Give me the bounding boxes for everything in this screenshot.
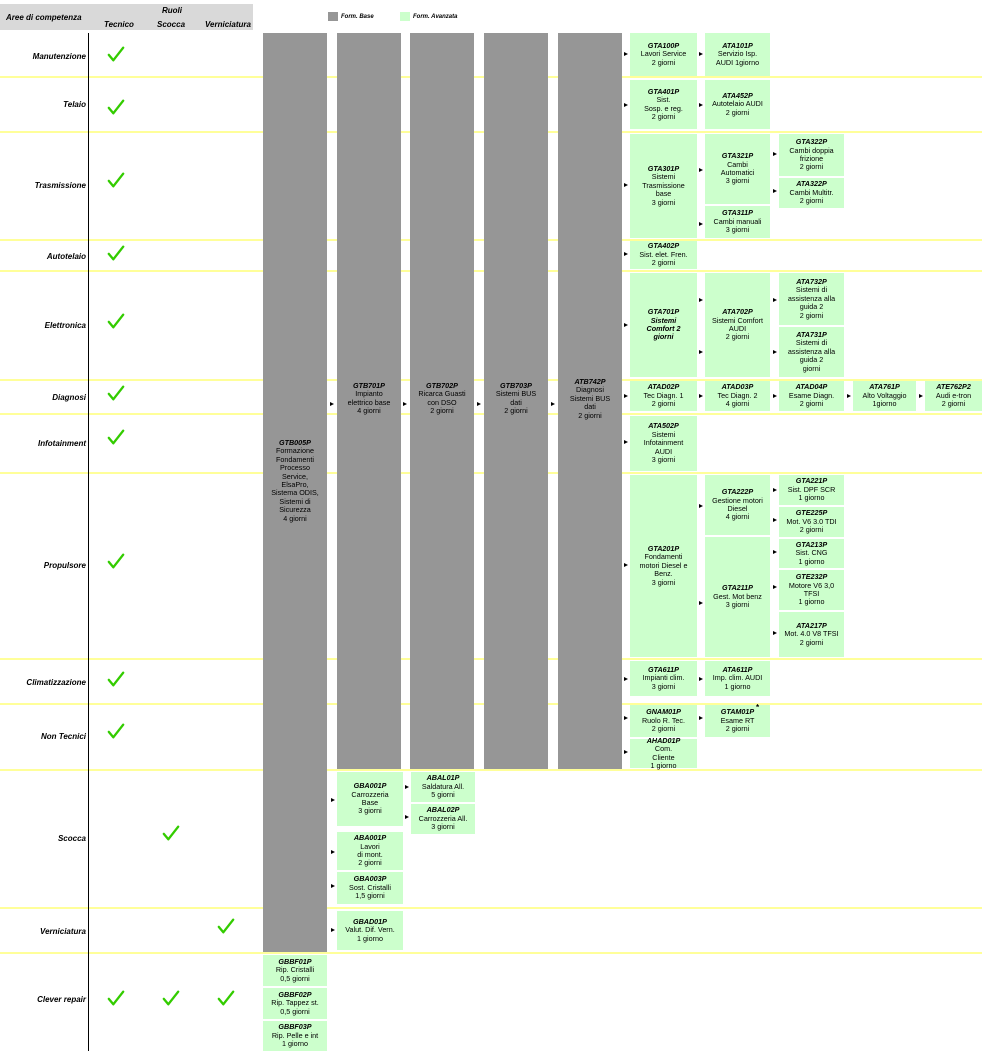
- course-abal01: [411, 772, 475, 802]
- arrow-right-icon: [699, 601, 703, 605]
- legend-advanced-label: Form. Avanzata: [413, 14, 458, 20]
- course-label: Impianto elettrico base 4 giorni: [347, 389, 391, 416]
- check-icon: [162, 824, 180, 842]
- arrow-right-icon: [773, 550, 777, 554]
- header-areas: Aree di competenza: [6, 13, 82, 22]
- course-label: Com. Cliente 1 giorno: [650, 744, 677, 770]
- course-code: ATA502P: [648, 421, 679, 431]
- area-scocca: Scocca: [57, 834, 86, 843]
- row-separator: [0, 952, 982, 954]
- course-atad04: [779, 381, 844, 411]
- course-code: ATA322P: [796, 179, 827, 189]
- course-gtb701: [337, 381, 401, 417]
- area-manutenzione: Manutenzione: [32, 52, 86, 61]
- check-icon: [107, 384, 125, 402]
- course-label: Tec Diagn. 2 4 giorni: [717, 390, 758, 409]
- area-climatizzazione: Climatizzazione: [26, 678, 86, 687]
- area-diagnosi: Diagnosi: [52, 393, 86, 402]
- check-icon: [107, 45, 125, 63]
- course-code: ATA101P: [722, 40, 753, 50]
- course-gnam01: [630, 705, 697, 737]
- course-code: ATA702P: [722, 307, 753, 317]
- course-label: Impianti clim. 3 giorni: [642, 673, 685, 691]
- course-code: GTB005P: [279, 438, 311, 447]
- check-icon: [107, 670, 125, 688]
- arrow-right-icon: [773, 350, 777, 354]
- footnote-marker: *: [756, 703, 760, 712]
- course-gta402: [630, 241, 697, 269]
- course-code: GBA001P: [353, 781, 387, 791]
- course-gta401: [630, 80, 697, 129]
- course-label: Saldatura All. 5 giorni: [421, 781, 465, 800]
- course-code: GBAD01P: [353, 916, 387, 926]
- course-code: ATA731P: [796, 329, 827, 339]
- check-icon: [107, 244, 125, 262]
- arrow-right-icon: [624, 716, 628, 720]
- course-label: Valut. Dif. Vern. 1 giorno: [345, 925, 395, 943]
- course-code: GTE225P: [795, 508, 828, 518]
- course-label: Ricarca Guasti con DSO 2 giorni: [418, 389, 466, 416]
- course-code: ATAD04P: [795, 382, 828, 392]
- course-label: Sistemi di assistenza alla guida 2 giorni: [787, 338, 836, 373]
- course-code: GTA701P: [647, 307, 680, 317]
- course-code: GTB703P: [500, 381, 532, 390]
- course-gtb005: [263, 438, 327, 524]
- course-code: GTB702P: [426, 381, 458, 390]
- course-ata761: [853, 381, 916, 411]
- arrow-right-icon: [773, 631, 777, 635]
- course-code: GTA211P: [722, 583, 753, 593]
- legend-base-swatch: [328, 12, 338, 21]
- course-gba001: [337, 772, 403, 826]
- arrow-right-icon: [624, 394, 628, 398]
- arrow-right-icon: [773, 518, 777, 522]
- course-ata101: [705, 33, 770, 76]
- area-non-tecnici: Non Tecnici: [40, 732, 86, 741]
- course-code: ABA001P: [353, 833, 387, 843]
- course-label: Carrozzeria All. 3 giorni: [418, 813, 468, 832]
- arrow-right-icon: [919, 394, 923, 398]
- course-label: Sist. CNG 1 giorno: [795, 548, 828, 566]
- arrow-right-icon: [773, 152, 777, 156]
- course-label: Audi e-tron 2 giorni: [935, 390, 972, 409]
- arrow-right-icon: [699, 716, 703, 720]
- course-gta213: [779, 539, 844, 568]
- header-tecnico: Tecnico: [104, 20, 134, 29]
- course-code: ATAD03P: [721, 382, 754, 392]
- course-code: GTA311P: [722, 208, 753, 218]
- course-label: Esame RT 2 giorni: [720, 715, 755, 734]
- arrow-right-icon: [624, 52, 628, 56]
- check-icon: [217, 917, 235, 935]
- course-code: GTA222P: [721, 487, 754, 497]
- column-divider: [88, 33, 89, 1051]
- arrow-right-icon: [699, 298, 703, 302]
- course-label: Tec Diagn. 1 2 giorni: [643, 390, 684, 409]
- arrow-right-icon: [699, 677, 703, 681]
- course-gbad01: [337, 911, 403, 950]
- course-atad03: [705, 381, 770, 411]
- legend-base-label: Form. Base: [341, 14, 374, 20]
- arrow-right-icon: [773, 585, 777, 589]
- course-ata731: [779, 327, 844, 377]
- area-propulsore: Propulsore: [43, 561, 86, 570]
- course-code: ATAD02P: [647, 382, 680, 392]
- course-gta201: [630, 475, 697, 657]
- check-icon: [107, 312, 125, 330]
- course-code: ABAL02P: [426, 805, 460, 815]
- check-icon: [107, 428, 125, 446]
- area-autotelaio: Autotelaio: [46, 252, 86, 261]
- course-label: Cambi Automatici 3 giorni: [720, 159, 755, 186]
- course-label: Fondamenti motori Diesel e Benz. 3 giorni: [639, 552, 688, 587]
- arrow-right-icon: [331, 928, 335, 932]
- course-label: Sost. Cristalli 1,5 giorni: [349, 882, 391, 901]
- course-code: GBA003P: [353, 874, 387, 884]
- course-gtb702: [410, 381, 474, 417]
- course-code: GTA402P: [647, 241, 680, 251]
- arrow-right-icon: [624, 750, 628, 754]
- course-gta211: [705, 537, 770, 657]
- course-label: Alto Voltaggio 1giorno: [862, 390, 907, 409]
- area-infotainment: Infotainment: [38, 439, 86, 448]
- course-code: GTB701P: [353, 381, 385, 390]
- arrow-right-icon: [699, 222, 703, 226]
- course-gbbf03: [263, 1021, 327, 1051]
- course-label: Servizio Isp. AUDI 1giorno: [715, 49, 760, 67]
- course-code: GTA100P: [647, 40, 680, 50]
- course-gta611: [630, 661, 697, 696]
- course-label: Cambi Multitr. 2 giorni: [789, 187, 834, 206]
- check-icon: [217, 989, 235, 1007]
- header-roles: Ruoli: [162, 6, 182, 15]
- course-label: Lavori di mont. 2 giorni: [357, 841, 383, 868]
- course-label: Diagnosi Sistemi BUS dati 2 giorni: [569, 385, 611, 420]
- course-label: Autotelaio AUDI 2 giorni: [712, 99, 763, 117]
- course-code: GTA201P: [647, 543, 680, 553]
- course-code: GTA322P: [795, 137, 828, 147]
- course-code: ATA761P: [869, 382, 900, 392]
- course-code: GTE232P: [795, 572, 828, 582]
- course-code: ABAL01P: [426, 773, 460, 783]
- header-bar: [0, 4, 253, 30]
- course-gta322: [779, 134, 844, 176]
- arrow-right-icon: [551, 402, 555, 406]
- course-code: GBBF01P: [278, 956, 312, 966]
- course-gbbf02: [263, 988, 327, 1019]
- area-clever-repair: Clever repair: [37, 995, 86, 1004]
- course-label: Sistemi Comfort 2 giorni: [646, 315, 681, 342]
- course-label: Sist. elet. Fren. 2 giorni: [639, 249, 688, 268]
- row-separator: [0, 907, 982, 909]
- course-gbbf01: [263, 955, 327, 986]
- course-label: Ruolo R. Tec. 2 giorni: [641, 715, 685, 734]
- course-ata452: [705, 80, 770, 129]
- course-label: Rip. Pelle e int 1 giorno: [271, 1030, 319, 1049]
- course-code: ATA217P: [796, 620, 827, 630]
- course-code: ATE762P2: [936, 382, 971, 392]
- arrow-right-icon: [624, 677, 628, 681]
- course-code: ATB742P: [574, 377, 606, 386]
- course-label: Cambi manuali 3 giorni: [713, 216, 762, 235]
- course-code: GTA611P: [648, 664, 679, 674]
- course-gte225: [779, 507, 844, 537]
- course-code: ATA452P: [722, 90, 753, 100]
- arrow-right-icon: [624, 252, 628, 256]
- course-gta301: [630, 134, 697, 238]
- arrow-right-icon: [403, 402, 407, 406]
- course-gta100: [630, 33, 697, 76]
- arrow-right-icon: [847, 394, 851, 398]
- arrow-right-icon: [699, 394, 703, 398]
- course-ahad01: [630, 735, 697, 770]
- course-label: Sist. DPF SCR 1 giorno: [787, 484, 836, 503]
- course-gtb703: [484, 381, 548, 417]
- arrow-right-icon: [624, 183, 628, 187]
- course-ata322: [779, 178, 844, 208]
- course-label: Rip. Cristalli 0,5 giorni: [275, 965, 315, 983]
- course-atb742: [558, 377, 622, 421]
- legend-advanced-swatch: [400, 12, 410, 21]
- arrow-right-icon: [773, 298, 777, 302]
- course-label: Formazione Fondamenti Processo Service, ElsaPro, Sistema ODIS, Sistemi di Sicurezza 4 giorni: [271, 446, 319, 523]
- course-gta321: [705, 134, 770, 204]
- course-label: Sistemi Trasmissione base 3 giorni: [642, 172, 685, 207]
- check-icon: [107, 171, 125, 189]
- course-label: Sistemi Comfort AUDI 2 giorni: [711, 315, 764, 342]
- area-verniciatura: Verniciatura: [40, 927, 86, 936]
- check-icon: [107, 989, 125, 1007]
- arrow-right-icon: [477, 402, 481, 406]
- course-ata611: [705, 661, 770, 696]
- course-label: Sistemi di assistenza alla guida 2 2 giorni: [787, 285, 836, 320]
- course-label: Sistemi BUS dati 2 giorni: [495, 389, 537, 416]
- arrow-right-icon: [331, 884, 335, 888]
- course-label: Carrozzeria Base 3 giorni: [351, 789, 389, 816]
- course-label: Esame Diagn. 2 giorni: [788, 390, 835, 409]
- check-icon: [107, 722, 125, 740]
- course-code: AHAD01P: [646, 735, 681, 745]
- arrow-right-icon: [699, 103, 703, 107]
- arrow-right-icon: [699, 168, 703, 172]
- course-code: GTA221P: [795, 476, 828, 486]
- course-gta701: [630, 273, 697, 377]
- course-ata702: [705, 273, 770, 377]
- area-elettronica: Elettronica: [44, 321, 86, 330]
- arrow-right-icon: [699, 350, 703, 354]
- check-icon: [107, 98, 125, 116]
- course-label: Mot. 4.0 V8 TFSI 2 giorni: [784, 629, 839, 647]
- course-label: Cambi doppia frizione 2 giorni: [789, 145, 834, 172]
- arrow-right-icon: [624, 323, 628, 327]
- arrow-right-icon: [773, 394, 777, 398]
- course-gte232: [779, 570, 844, 610]
- course-label: Rip. Tappez st. 0,5 giorni: [271, 998, 319, 1016]
- course-atad02: [630, 381, 697, 411]
- header-scocca: Scocca: [157, 20, 186, 29]
- course-code: GBBF03P: [278, 1022, 312, 1032]
- course-gtam01: [705, 705, 770, 737]
- course-code: ATA611P: [722, 664, 753, 674]
- arrow-right-icon: [773, 488, 777, 492]
- arrow-right-icon: [699, 52, 703, 56]
- arrow-right-icon: [331, 798, 335, 802]
- course-code: GBBF02P: [278, 989, 312, 999]
- course-ate762: [925, 381, 982, 411]
- course-aba001: [337, 832, 403, 870]
- arrow-right-icon: [624, 103, 628, 107]
- course-code: GTA213P: [795, 539, 828, 549]
- check-icon: [162, 989, 180, 1007]
- arrow-right-icon: [624, 440, 628, 444]
- row-separator: [0, 769, 982, 771]
- course-gta311: [705, 206, 770, 238]
- course-label: Sist. Sosp. e reg. 2 giorni: [644, 95, 683, 121]
- course-abal02: [411, 804, 475, 834]
- arrow-right-icon: [699, 504, 703, 508]
- course-label: Sistemi Infotainment AUDI 3 giorni: [643, 429, 684, 465]
- course-ata732: [779, 273, 844, 325]
- course-code: ATA732P: [796, 276, 827, 286]
- arrow-right-icon: [330, 402, 334, 406]
- check-icon: [107, 552, 125, 570]
- course-code: GTA301P: [647, 163, 680, 173]
- course-ata502: [630, 416, 697, 471]
- header-verniciatura: Verniciatura: [205, 20, 251, 29]
- course-label: Imp. clim. AUDI 1 giorno: [712, 673, 763, 691]
- course-gta222: [705, 475, 770, 535]
- course-gba003: [337, 872, 403, 904]
- course-code: GTA401P: [647, 86, 680, 96]
- course-ata217: [779, 612, 844, 657]
- course-gta221: [779, 475, 844, 505]
- course-code: GTAM01P: [720, 707, 755, 717]
- area-trasmissione: Trasmissione: [34, 181, 86, 190]
- course-code: GTA321P: [721, 151, 754, 161]
- arrow-right-icon: [624, 563, 628, 567]
- course-label: Mot. V6 3.0 TDI 2 giorni: [786, 516, 837, 535]
- arrow-right-icon: [405, 785, 409, 789]
- course-label: Gest. Mot benz 3 giorni: [713, 591, 762, 610]
- arrow-right-icon: [773, 189, 777, 193]
- area-telaio: Telaio: [63, 100, 86, 109]
- course-label: Motore V6 3,0 TFSI 1 giorno: [788, 580, 835, 607]
- course-label: Lavori Service 2 giorni: [640, 49, 687, 67]
- course-code: GNAM01P: [646, 707, 681, 717]
- course-label: Gestione motori Diesel 4 giorni: [712, 495, 763, 522]
- arrow-right-icon: [331, 850, 335, 854]
- arrow-right-icon: [405, 815, 409, 819]
